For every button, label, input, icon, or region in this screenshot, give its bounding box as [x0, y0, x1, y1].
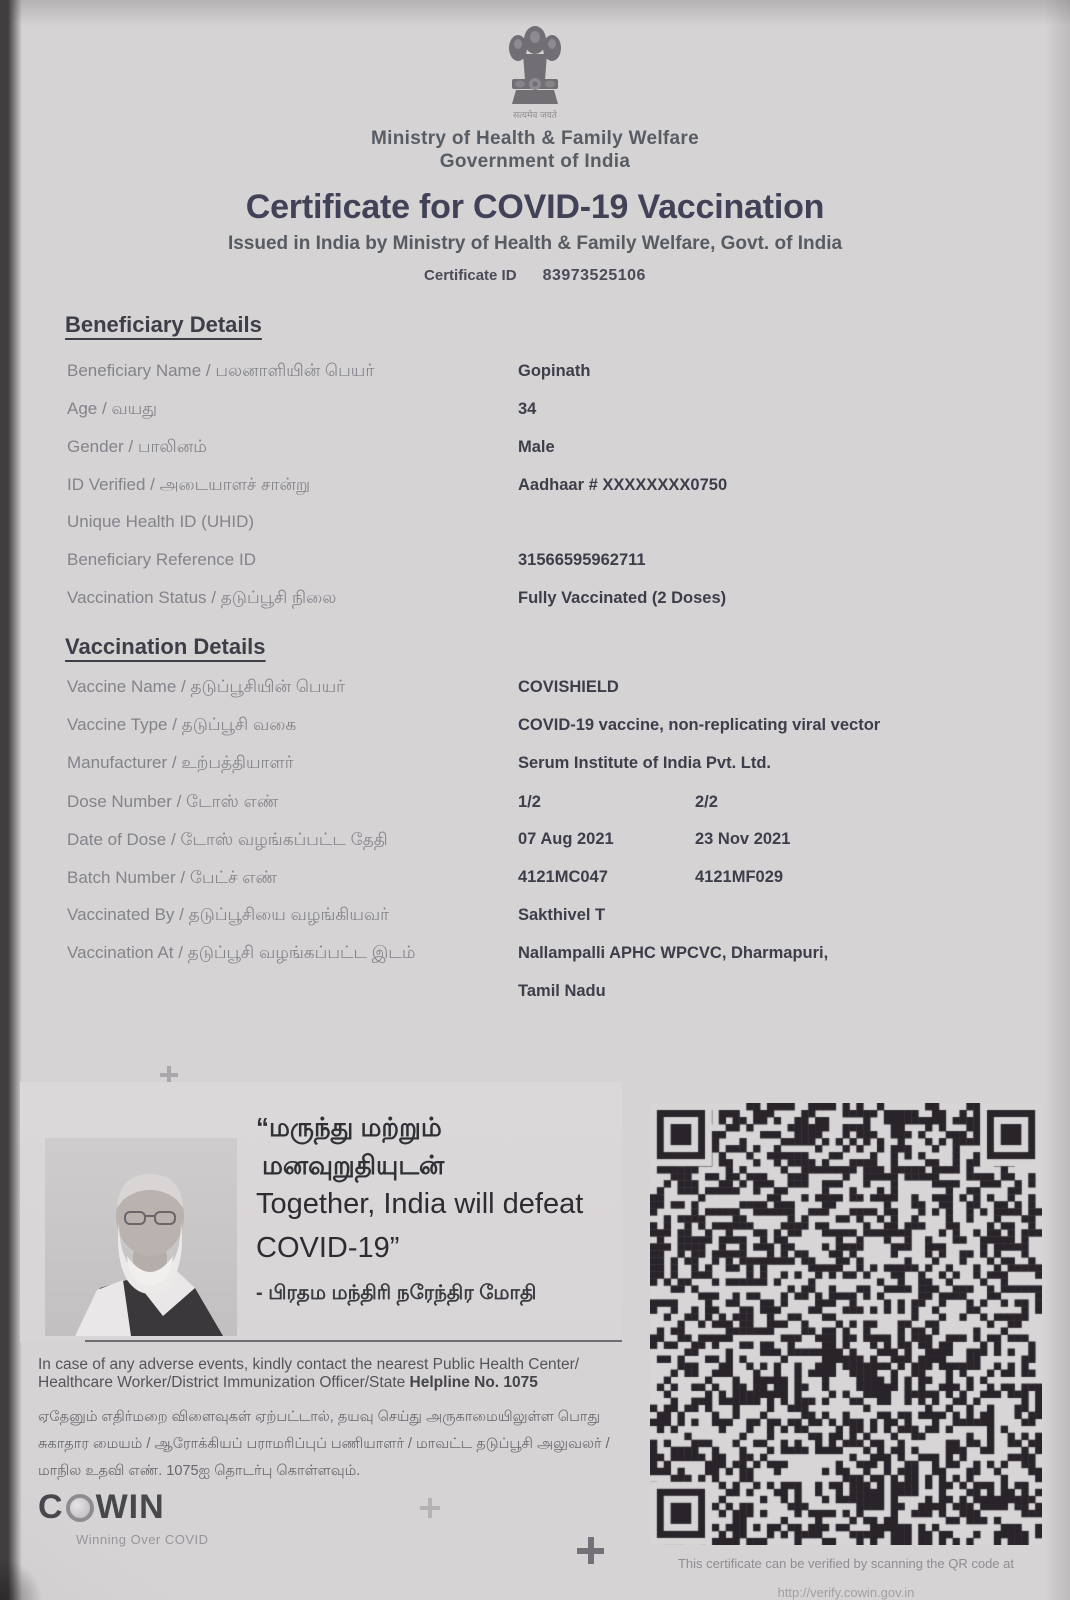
- registration-plus-mark: [420, 1498, 440, 1518]
- adverse-ta-line2: சுகாதார மையம் / ஆரோக்கியப் பராமரிப்புப் பணியாளர் / மாவட்ட தடுப்பூசி அலுவலர் /: [38, 1436, 610, 1452]
- row-value-dose1: 1/2: [518, 793, 541, 811]
- row-value: Male: [518, 438, 555, 456]
- row-label: Gender / பாலினம்: [67, 437, 207, 456]
- adverse-en-line1: In case of any adverse events, kindly contact the nearest Public Health Center/: [38, 1356, 580, 1373]
- quote-english-line2: COVID-19”: [256, 1232, 400, 1264]
- certificate-id-label: Certificate ID: [424, 267, 517, 284]
- cowin-globe-icon: [66, 1494, 94, 1522]
- cowin-logo: [38, 1488, 165, 1527]
- row-value-dose2: 4121MF029: [695, 868, 784, 886]
- quote-attribution: - பிரதம மந்திரி நரேந்திர மோதி: [256, 1282, 537, 1304]
- india-emblem-icon: [496, 24, 574, 114]
- certificate-subtitle: Issued in India by Ministry of Health & Family Welfare, Govt. of India: [227, 233, 843, 254]
- qr-caption: This certificate can be verified by scanning the QR code at: [677, 1556, 1014, 1571]
- adverse-events-text-ta: [38, 1404, 610, 1485]
- row-value-dose1: 4121MC047: [518, 868, 608, 886]
- row-label: Age / வயது: [67, 399, 158, 418]
- row-label: ID Verified / அடையாளச் சான்று: [67, 475, 311, 494]
- row-value-dose2: 2/2: [695, 793, 718, 811]
- row-value: 34: [518, 400, 537, 418]
- certificate-title: Certificate for COVID-19 Vaccination: [245, 188, 825, 226]
- row-label: Dose Number / டோஸ் எண்: [67, 792, 279, 811]
- adverse-events-text-en: [38, 1356, 579, 1392]
- ministry-line: Ministry of Health & Family Welfare: [371, 128, 699, 149]
- adverse-en-line2: Healthcare Worker/District Immunization Officer/State: [38, 1374, 410, 1391]
- registration-plus-mark: [577, 1537, 604, 1564]
- row-label: Vaccinated By / தடுப்பூசியை வழங்கியவர்: [67, 905, 390, 924]
- emblem-motto: सत्यमेव जयते: [513, 110, 557, 120]
- quote-tamil-line2: மனவுறுதியுடன்: [262, 1150, 445, 1180]
- row-value: 31566595962711: [518, 551, 646, 569]
- adverse-ta-line1: ஏதேனும் எதிர்மறை விளைவுகள் ஏற்பட்டால், தயவு செய்து அருகாமையிலுள்ள பொது: [38, 1409, 601, 1425]
- pm-modi-photo: [45, 1138, 237, 1336]
- government-line: Government of India: [439, 151, 631, 172]
- row-label: Vaccination At / தடுப்பூசி வழங்கப்பட்ட இடம்: [67, 943, 416, 962]
- certificate-id-row: [0, 267, 1070, 285]
- row-value: COVID-19 vaccine, non-replicating viral vector: [518, 716, 881, 734]
- row-label: Batch Number / பேட்ச் எண்: [67, 868, 278, 887]
- beneficiary-details-heading: Beneficiary Details: [65, 312, 262, 337]
- cowin-tagline: Winning Over COVID: [76, 1532, 209, 1547]
- row-label: Vaccination Status / தடுப்பூசி நிலை: [67, 588, 337, 607]
- helpline-number: Helpline No. 1075: [409, 1374, 538, 1391]
- row-label: Unique Health ID (UHID): [67, 512, 255, 531]
- cowin-logo-c: C: [38, 1488, 64, 1526]
- row-label: Vaccine Name / தடுப்பூசியின் பெயர்: [67, 677, 346, 696]
- certificate-id-value: 83973525106: [542, 267, 646, 284]
- vaccination-details-heading: Vaccination Details: [65, 634, 266, 659]
- quote-tamil-line1: “மருந்து மற்றும்: [256, 1112, 442, 1142]
- row-value-line2: Tamil Nadu: [518, 982, 606, 1000]
- quote-english-line1: Together, India will defeat: [256, 1188, 584, 1220]
- row-label: Date of Dose / டோஸ் வழங்கப்பட்ட தேதி: [67, 830, 388, 849]
- row-value: Sakthivel T: [518, 906, 606, 924]
- row-value: Nallampalli APHC WPCVC, Dharmapuri,: [518, 944, 829, 962]
- row-label: Beneficiary Reference ID: [67, 550, 256, 569]
- row-value-dose1: 07 Aug 2021: [518, 830, 614, 848]
- adverse-ta-line3: மாநில உதவி எண். 1075ஐ தொடர்பு கொள்ளவும்.: [38, 1463, 361, 1479]
- banner-divider: [85, 1340, 622, 1342]
- row-value: COVISHIELD: [518, 678, 619, 696]
- row-label: Beneficiary Name / பலனாளியின் பெயர்: [67, 361, 375, 380]
- cowin-logo-win: WIN: [95, 1488, 165, 1526]
- row-value: Fully Vaccinated (2 Doses): [518, 589, 727, 607]
- qr-code: [650, 1103, 1042, 1545]
- qr-verification-url: http://verify.cowin.gov.in: [777, 1585, 915, 1600]
- row-value: Aadhaar # XXXXXXXX0750: [518, 476, 728, 494]
- row-label: Vaccine Type / தடுப்பூசி வகை: [67, 715, 297, 734]
- row-value-dose2: 23 Nov 2021: [695, 830, 791, 848]
- row-value: Gopinath: [518, 362, 591, 380]
- row-value: Serum Institute of India Pvt. Ltd.: [518, 754, 772, 772]
- row-label: Manufacturer / உற்பத்தியாளர்: [67, 753, 294, 772]
